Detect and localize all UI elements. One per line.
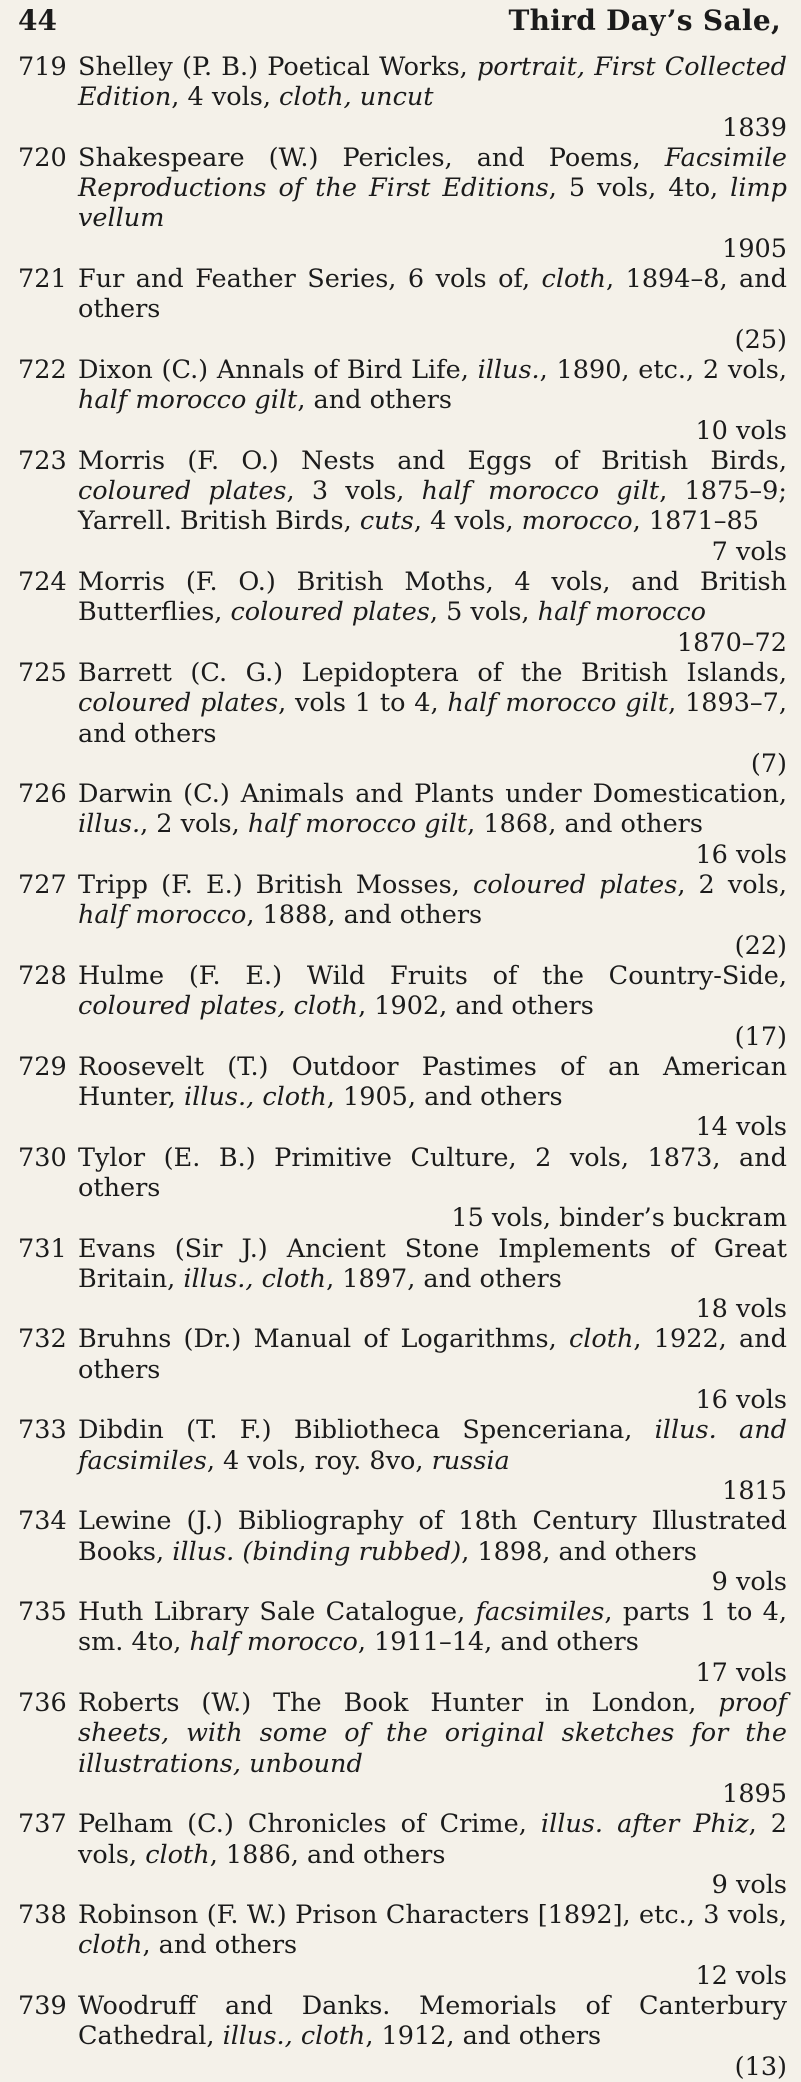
lot-number: 737 — [18, 1809, 67, 1840]
lot-entry — [0, 1506, 801, 1597]
description-text: Facsimile Reproductions of the First Editions — [78, 142, 787, 204]
description-text: coloured plates, cloth — [78, 991, 359, 1022]
description-text: russia — [431, 1445, 510, 1476]
description-text: , 4 vols, — [171, 82, 280, 113]
lot-description — [78, 1324, 787, 1415]
lot-date-or-count: 7 vols — [711, 536, 787, 567]
description-text: Barrett (C. G.) Lepidoptera of the British Islands, — [78, 657, 787, 688]
lot-entry — [0, 446, 801, 567]
description-text: illus. — [78, 809, 141, 840]
lot-number: 720 — [18, 142, 67, 173]
description-text: half morocco — [189, 1627, 358, 1658]
lot-entry — [0, 1052, 801, 1143]
lot-number: 733 — [18, 1415, 67, 1446]
description-text: , 3 vols, — [286, 476, 422, 507]
lot-description — [78, 779, 787, 870]
description-text: , 1868, and others — [467, 809, 703, 840]
lot-number: 719 — [18, 52, 67, 82]
lot-entry — [0, 1234, 801, 1325]
description-text: Hulme (F. E.) Wild Fruits of the Country-Side, — [78, 960, 787, 991]
description-text: cloth — [568, 1324, 634, 1355]
description-text: illus. — [477, 354, 540, 385]
lot-date-or-count: 12 vols — [695, 1960, 787, 1991]
lot-date-or-count: (22) — [734, 930, 787, 961]
description-text: , 1897, and others — [326, 1263, 562, 1294]
description-text: Tylor (E. B.) Primitive Culture, 2 vols, 1873, and others — [78, 1142, 787, 1203]
description-text: half morocco gilt — [247, 809, 468, 840]
lot-number: 726 — [18, 779, 67, 810]
lot-date-or-count: (7) — [750, 748, 787, 779]
lot-date-or-count: 16 vols — [695, 1385, 787, 1416]
lot-number: 736 — [18, 1688, 67, 1719]
lot-date-or-count: 9 vols — [711, 1869, 787, 1900]
lot-entry — [0, 1597, 801, 1688]
lot-number: 735 — [18, 1597, 67, 1628]
description-text: half morocco gilt — [447, 688, 669, 719]
description-text: half morocco — [78, 900, 247, 931]
lot-date-or-count: 1870–72 — [676, 627, 787, 658]
lot-entry — [0, 1688, 801, 1809]
description-text: , 1898, and others — [461, 1536, 697, 1567]
lot-date-or-count: 9 vols — [711, 1566, 787, 1597]
lot-date-or-count: 17 vols — [695, 1657, 787, 1688]
lot-entry — [0, 870, 801, 961]
description-text: cloth — [541, 264, 607, 295]
description-text: Dibdin (T. F.) Bibliotheca Spenceriana, — [78, 1415, 655, 1446]
description-text: illus., cloth — [183, 1263, 327, 1294]
lot-date-or-count: 15 vols, binder’s buckram — [451, 1203, 787, 1234]
lot-number: 730 — [18, 1142, 67, 1173]
lot-description — [78, 1143, 787, 1234]
description-text: cloth, uncut — [279, 82, 434, 113]
description-text: Robinson (F. W.) Prison Characters [1892], etc., 3 vols, — [78, 1900, 787, 1931]
lot-number: 721 — [18, 264, 67, 295]
description-text: , 1911–14, and others — [357, 1627, 639, 1658]
running-title: Third Day’s Sale, — [508, 4, 781, 37]
lot-date-or-count: 1905 — [722, 233, 787, 264]
lot-description — [78, 1052, 787, 1143]
description-text: illus. after Phiz — [540, 1809, 749, 1840]
lot-date-or-count: 10 vols — [695, 415, 787, 446]
lot-entry — [0, 1809, 801, 1900]
lot-date-or-count: (17) — [734, 1021, 787, 1052]
description-text: Dixon (C.) Annals of Bird Life, — [78, 354, 478, 385]
lot-description — [78, 1900, 787, 1991]
lot-date-or-count: 1815 — [722, 1475, 787, 1506]
lot-date-or-count: 14 vols — [695, 1112, 787, 1143]
description-text: Roosevelt (T.) Outdoor Pastimes of an American Hunter, — [78, 1051, 787, 1113]
description-text: coloured plates — [78, 688, 279, 719]
lot-description — [78, 1234, 787, 1325]
description-text: illus. (binding rubbed) — [172, 1536, 462, 1567]
page-header — [0, 0, 801, 50]
lot-number: 729 — [18, 1051, 67, 1082]
description-text: illus., cloth — [222, 2021, 366, 2052]
lot-entry — [0, 1324, 801, 1415]
description-text: half morocco gilt — [78, 385, 298, 416]
lot-entry — [0, 1991, 801, 2082]
lot-entry — [0, 264, 801, 355]
lot-description — [78, 1506, 787, 1597]
lot-description — [78, 1809, 787, 1900]
description-text: Pelham (C.) Chronicles of Crime, — [78, 1809, 541, 1840]
lot-number: 724 — [18, 567, 67, 598]
description-text: , 1912, and others — [365, 2021, 602, 2052]
description-text: Tripp (F. E.) British Mosses, — [78, 870, 473, 901]
description-text: , 2 vols, — [677, 870, 787, 901]
lot-entry — [0, 779, 801, 870]
description-text: , vols 1 to 4, — [278, 688, 448, 719]
lot-description — [78, 961, 787, 1052]
lot-entry — [0, 658, 801, 779]
description-text: Woodruff and Danks. Memorials of Canterbury Cathedral, — [78, 1991, 787, 2052]
lot-description — [78, 870, 787, 961]
lot-description — [78, 1688, 787, 1809]
lot-entry — [0, 1415, 801, 1506]
lot-entry — [0, 52, 801, 143]
description-text: , 1888, and others — [246, 900, 483, 931]
description-text: Shelley (P. B.) Poetical Works, — [78, 52, 477, 82]
lot-description — [78, 1597, 787, 1688]
description-text: Morris (F. O.) Nests and Eggs of British Birds, — [78, 445, 787, 476]
lot-entry — [0, 355, 801, 446]
description-text: , 1871–85 — [632, 506, 759, 537]
description-text: illus., cloth — [184, 1082, 327, 1113]
description-text: , 5 vols, — [429, 597, 538, 628]
lot-description — [78, 567, 787, 658]
description-text: morocco — [521, 506, 633, 537]
description-text: , 1902, and others — [358, 991, 594, 1022]
description-text: limp vellum — [78, 173, 787, 234]
lot-date-or-count: 18 vols — [695, 1294, 787, 1325]
lot-number: 723 — [18, 445, 67, 476]
description-text: coloured plates — [472, 870, 678, 901]
description-text: facsimiles — [475, 1597, 605, 1628]
lot-description — [78, 1415, 787, 1506]
lot-entry — [0, 961, 801, 1052]
lot-date-or-count: 16 vols — [695, 839, 787, 870]
lot-number: 732 — [18, 1324, 67, 1355]
description-text: half morocco gilt — [421, 476, 660, 507]
description-text: , 4 vols, roy. 8vo, — [206, 1445, 432, 1476]
lot-date-or-count: (13) — [734, 2051, 787, 2082]
description-text: Roberts (W.) The Book Hunter in London, — [78, 1688, 719, 1719]
page-number: 44 — [18, 4, 57, 37]
description-text: Morris (F. O.) British Moths, 4 vols, and British Butterflies, — [78, 567, 787, 628]
description-text: , 1893–7, and others — [78, 688, 787, 749]
lot-number: 722 — [18, 354, 67, 385]
description-text: proof sheets, with some of the original sketches for the illustrations, unbound — [78, 1688, 787, 1779]
lot-list — [0, 52, 801, 2082]
description-text: , 1890, etc., 2 vols, — [539, 354, 787, 385]
description-text: , 2 vols, — [140, 809, 248, 840]
description-text: , 1922, and others — [78, 1324, 787, 1385]
lot-description — [78, 264, 787, 355]
description-text: , 1894–8, and others — [78, 264, 788, 325]
lot-description — [78, 355, 787, 446]
description-text: Evans (Sir J.) Ancient Stone Implements of Great Britain, — [78, 1233, 787, 1294]
description-text: Bruhns (Dr.) Manual of Logarithms, — [78, 1324, 569, 1355]
lot-entry — [0, 143, 801, 264]
description-text: , parts 1 to 4, sm. 4to, — [78, 1597, 787, 1658]
description-text: cloth — [145, 1839, 210, 1870]
lot-number: 727 — [18, 870, 67, 901]
lot-description — [78, 446, 787, 567]
description-text: , 1875–9; Yarrell. British Birds, — [78, 476, 787, 537]
lot-number: 725 — [18, 657, 67, 688]
lot-entry — [0, 567, 801, 658]
description-text: half morocco — [537, 597, 706, 628]
description-text: , 1905, and others — [326, 1082, 563, 1113]
lot-description — [78, 658, 787, 779]
description-text: cuts — [359, 506, 414, 537]
lot-date-or-count: (25) — [734, 324, 787, 355]
description-text: coloured plates — [230, 597, 430, 628]
description-text: , 4 vols, — [413, 506, 522, 537]
lot-entry — [0, 1143, 801, 1234]
lot-date-or-count: 1839 — [722, 112, 787, 143]
description-text: , and others — [142, 1930, 298, 1961]
lot-number: 739 — [18, 1991, 67, 2021]
lot-description — [78, 52, 787, 143]
description-text: illus. and facsimiles — [78, 1415, 787, 1476]
description-text: Fur and Feather Series, 6 vols of, — [78, 264, 542, 295]
lot-description — [78, 143, 787, 264]
description-text: Shakespeare (W.) Pericles, and Poems, — [78, 142, 665, 173]
description-text: , 5 vols, 4to, — [548, 173, 731, 204]
lot-number: 738 — [18, 1900, 67, 1931]
lot-number: 731 — [18, 1233, 67, 1264]
description-text: cloth — [78, 1930, 143, 1961]
description-text: Huth Library Sale Catalogue, — [78, 1597, 476, 1628]
description-text: , 2 vols, — [78, 1809, 788, 1870]
description-text: portrait, First Collected Edition — [78, 52, 787, 113]
lot-number: 728 — [18, 960, 67, 991]
description-text: Darwin (C.) Animals and Plants under Domestication, — [78, 779, 787, 810]
description-text: , 1886, and others — [209, 1839, 446, 1870]
lot-number: 734 — [18, 1506, 67, 1537]
lot-date-or-count: 1895 — [722, 1778, 787, 1809]
description-text: , and others — [297, 385, 452, 416]
description-text: Lewine (J.) Bibliography of 18th Century Illustrated Books, — [78, 1506, 787, 1567]
lot-entry — [0, 1900, 801, 1991]
lot-description — [78, 1991, 787, 2082]
description-text: coloured plates — [78, 476, 287, 507]
